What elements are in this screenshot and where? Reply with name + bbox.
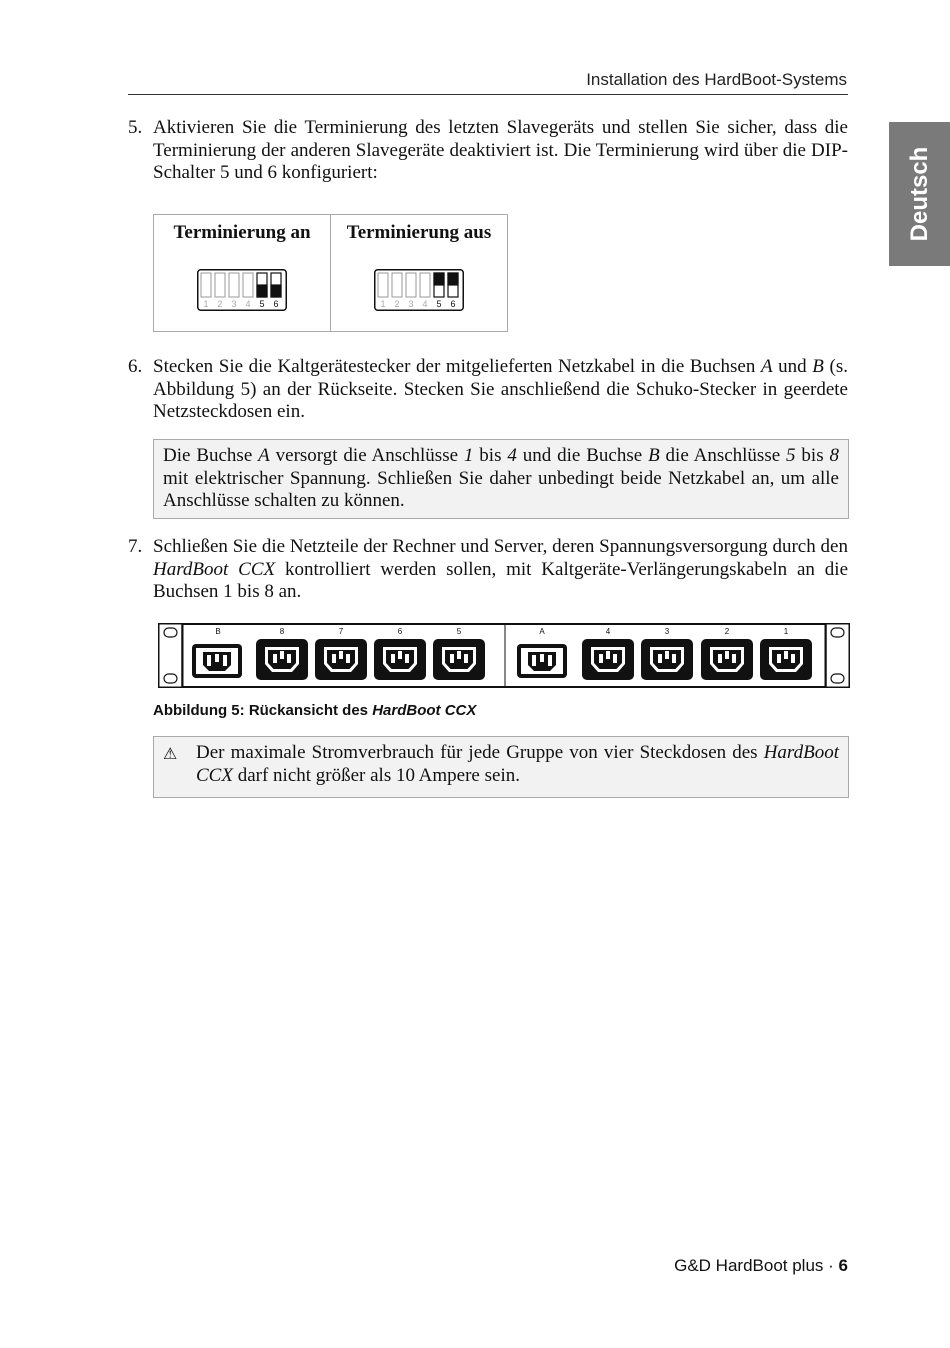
rear-panel-figure: [158, 623, 850, 688]
step-text: Schließen Sie die Netzteile der Rechner und Server, deren Spannungsversorgung durch den HardBoot CCX kontrolliert werden sollen, mit Kaltgeräte-Verlängerungskabeln an die Buchsen 1 bis 8 an.: [153, 536, 849, 602]
figure-caption: Abbildung 5: Rückansicht des HardBoot CCX: [153, 702, 477, 719]
step-text: Stecken Sie die Kaltgerätestecker der mitgelieferten Netzkabel in die Buchsen A und B (s. Abbildung 5) an der Rückseite. Stecken Sie anschließend die Schuko-Stecker in geerdete Netzsteckdosen ein.: [153, 356, 848, 422]
dip-number-1: 1: [203, 299, 209, 309]
step-number: 6.: [128, 356, 143, 377]
socket-label-4: 4: [605, 627, 611, 636]
step-7: [128, 536, 848, 604]
power-note-box: Die Buchse A versorgt die Anschlüsse 1 bis 4 und die Buchse B die Anschlüsse 5 bis 8 mit elektrischer Spannung. Schließen Sie daher unbedingt beide Netzkabel an, um alle Anschlüsse schalten zu können.: [153, 439, 849, 519]
dip-number-5: 5: [259, 299, 265, 309]
dip-number-1: 1: [380, 299, 386, 309]
dip-number-4: 4: [422, 299, 428, 309]
dip-number-6: 6: [450, 299, 456, 309]
dip-number-5: 5: [436, 299, 442, 309]
termination-on-cell: [154, 215, 330, 331]
page-number: 6: [838, 1256, 848, 1275]
outlet-2-icon: [701, 639, 753, 680]
termination-on-label: Terminierung an: [173, 222, 311, 243]
power-inlet-B-icon: [192, 644, 242, 678]
socket-label-7: 7: [338, 627, 344, 636]
power-inlet-A-icon: [517, 644, 567, 678]
dip-switch-on-icon: [197, 269, 287, 311]
socket-label-1: 1: [783, 627, 789, 636]
outlet-5-icon: [433, 639, 485, 680]
language-tab-label: Deutsch: [905, 146, 933, 242]
outlet-3-icon: [641, 639, 693, 680]
socket-label-A: A: [539, 627, 545, 636]
outlet-8-icon: [256, 639, 308, 680]
termination-off-label: Terminierung aus: [346, 222, 492, 243]
termination-off-cell: [330, 215, 507, 331]
dip-number-4: 4: [245, 299, 251, 309]
outlet-4-icon: [582, 639, 634, 680]
outlet-1-icon: [760, 639, 812, 680]
warning-triangle-icon: ⚠: [163, 744, 178, 763]
dip-switch-table: [153, 214, 508, 332]
step-6: [128, 356, 848, 424]
step-number: 7.: [128, 536, 143, 557]
socket-label-B: B: [215, 627, 221, 636]
socket-label-6: 6: [397, 627, 403, 636]
step-5: [128, 117, 848, 185]
step-text: Aktivieren Sie die Terminierung des letzten Slavegeräts und stellen Sie sicher, dass die Terminierung der anderen Slavegeräte deaktiviert ist. Die Terminierung wird über die DIP-Schalter 5 und 6 konfiguriert:: [153, 117, 848, 183]
dip-number-3: 3: [408, 299, 414, 309]
socket-label-5: 5: [456, 627, 462, 636]
header-rule: [128, 94, 848, 95]
page-header: Installation des HardBoot-Systems: [586, 70, 847, 89]
socket-label-2: 2: [724, 627, 730, 636]
warning-text: Der maximale Stromverbrauch für jede Gruppe von vier Steckdosen des HardBoot CCX darf nicht größer als 10 Ampere sein.: [196, 742, 839, 786]
socket-label-3: 3: [664, 627, 670, 636]
dip-number-6: 6: [273, 299, 279, 309]
dip-switch-off-icon: [374, 269, 464, 311]
dip-number-3: 3: [231, 299, 237, 309]
outlet-6-icon: [374, 639, 426, 680]
outlet-7-icon: [315, 639, 367, 680]
language-tab: [889, 122, 950, 266]
step-number: 5.: [128, 117, 143, 138]
dip-number-2: 2: [217, 299, 223, 309]
dip-number-2: 2: [394, 299, 400, 309]
socket-label-8: 8: [279, 627, 285, 636]
page-footer: G&D HardBoot plus · 6: [674, 1256, 848, 1275]
warning-box: [153, 736, 849, 798]
